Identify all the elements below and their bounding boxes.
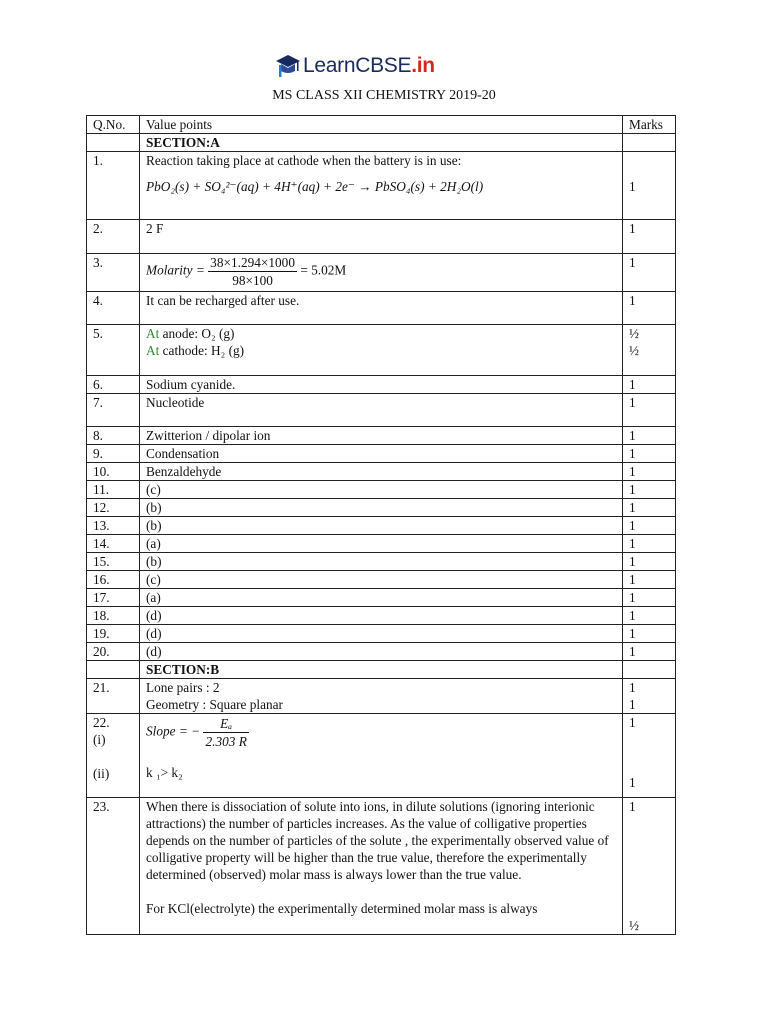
table-row: 16. (c) 1	[87, 571, 676, 589]
marks-cell: 1 1	[623, 714, 676, 798]
marks-cell: 1 ½	[623, 798, 676, 935]
table-row: 9. Condensation 1	[87, 445, 676, 463]
marks-cell: 1 1	[623, 679, 676, 714]
header-marks: Marks	[623, 116, 676, 134]
table-row: 15. (b) 1	[87, 553, 676, 571]
answer-cell: Slope = − $\frac{\text{Eₐ}}{2.303 R}$ k ₁> k₂	[140, 714, 623, 798]
table-row	[87, 394, 676, 427]
learncbse-logo	[276, 52, 435, 80]
table-row: 13. (b) 1	[87, 517, 676, 535]
question-number: 4.	[87, 292, 140, 325]
marks-cell: ½ ½	[623, 325, 676, 376]
table-row: 8. Zwitterion / dipolar ion 1	[87, 427, 676, 445]
table-row: 12. (b) 1	[87, 499, 676, 517]
marking-scheme-table	[86, 115, 676, 935]
table-row	[87, 798, 676, 935]
question-number: 5.	[87, 325, 140, 376]
marks-cell: 1	[623, 292, 676, 325]
table-row	[87, 679, 676, 714]
table-row: 18. (d) 1	[87, 607, 676, 625]
section-b-row	[87, 661, 676, 679]
marks-cell: 1	[623, 394, 676, 427]
question-number: 21.	[87, 679, 140, 714]
table-row	[87, 325, 676, 376]
table-row: 20. (d) 1	[87, 643, 676, 661]
answer-cell: When there is dissociation of solute into ions, in dilute solutions (ignoring interionic attractions) the number of particles increases. As the value of colligative properties depends on the number of particles of the solute , the experimentally observed value of colligative property will be higher than the true value, therefore the experimentally determined (observed) molar mass is always lower than the true value. For KCl(electrolyte) the experimentally determined molar mass is always	[140, 798, 623, 935]
question-number: 6.	[87, 376, 140, 394]
question-number: 23.	[87, 798, 140, 935]
brand-name: LearnCBSE.in	[303, 54, 435, 77]
header-qno: Q.No.	[87, 116, 140, 134]
table-row: 11. (c) 1	[87, 481, 676, 499]
question-number: 3.	[87, 254, 140, 292]
answer-cell: Lone pairs : 2 Geometry : Square planar	[140, 679, 623, 714]
answer-cell: At anode: O₂ (g) At cathode: H₂ (g)	[140, 325, 623, 376]
table-row	[87, 254, 676, 292]
table-row: 14. (a) 1	[87, 535, 676, 553]
answer-cell	[140, 152, 623, 220]
section-a-heading: SECTION:A	[140, 134, 623, 152]
answer-text: It can be recharged after use.	[140, 292, 623, 325]
question-number: 22. (i) (ii)	[87, 714, 140, 798]
answer-text: Sodium cyanide.	[140, 376, 623, 394]
marks-cell: 1	[623, 152, 676, 220]
marks-cell: 1	[623, 220, 676, 254]
molarity-formula: Molarity = $\frac{38\times 1.294\times 1000}{98\times 100}$ = 5.02M	[140, 254, 623, 292]
table-header-row	[87, 116, 676, 134]
table-row: 19. (d) 1	[87, 625, 676, 643]
table-row: 17. (a) 1	[87, 589, 676, 607]
marks-cell: 1	[623, 376, 676, 394]
table-row: 10. Benzaldehyde 1	[87, 463, 676, 481]
graduation-cap-icon	[276, 53, 300, 79]
header-value-points: Value points	[140, 116, 623, 134]
table-row	[87, 292, 676, 325]
answer-text: 2 F	[140, 220, 623, 254]
answer-text: Reaction taking place at cathode when the battery is in use:	[146, 153, 462, 168]
table-row	[87, 152, 676, 220]
table-row	[87, 376, 676, 394]
table-row	[87, 220, 676, 254]
marks-cell: 1	[623, 254, 676, 292]
question-number: 2.	[87, 220, 140, 254]
table-row	[87, 714, 676, 798]
cathode-equation: PbO₂(s) + SO₄²⁻(aq) + 4H⁺(aq) + 2e⁻ → PbSO₄(s) + 2H₂O(l)	[146, 179, 484, 194]
answer-text: Nucleotide	[140, 394, 623, 427]
section-a-row	[87, 134, 676, 152]
document-title: MS CLASS XII CHEMISTRY 2019-20	[272, 88, 496, 103]
question-number: 1.	[87, 152, 140, 220]
question-number: 7.	[87, 394, 140, 427]
section-b-heading: SECTION:B	[140, 661, 623, 679]
